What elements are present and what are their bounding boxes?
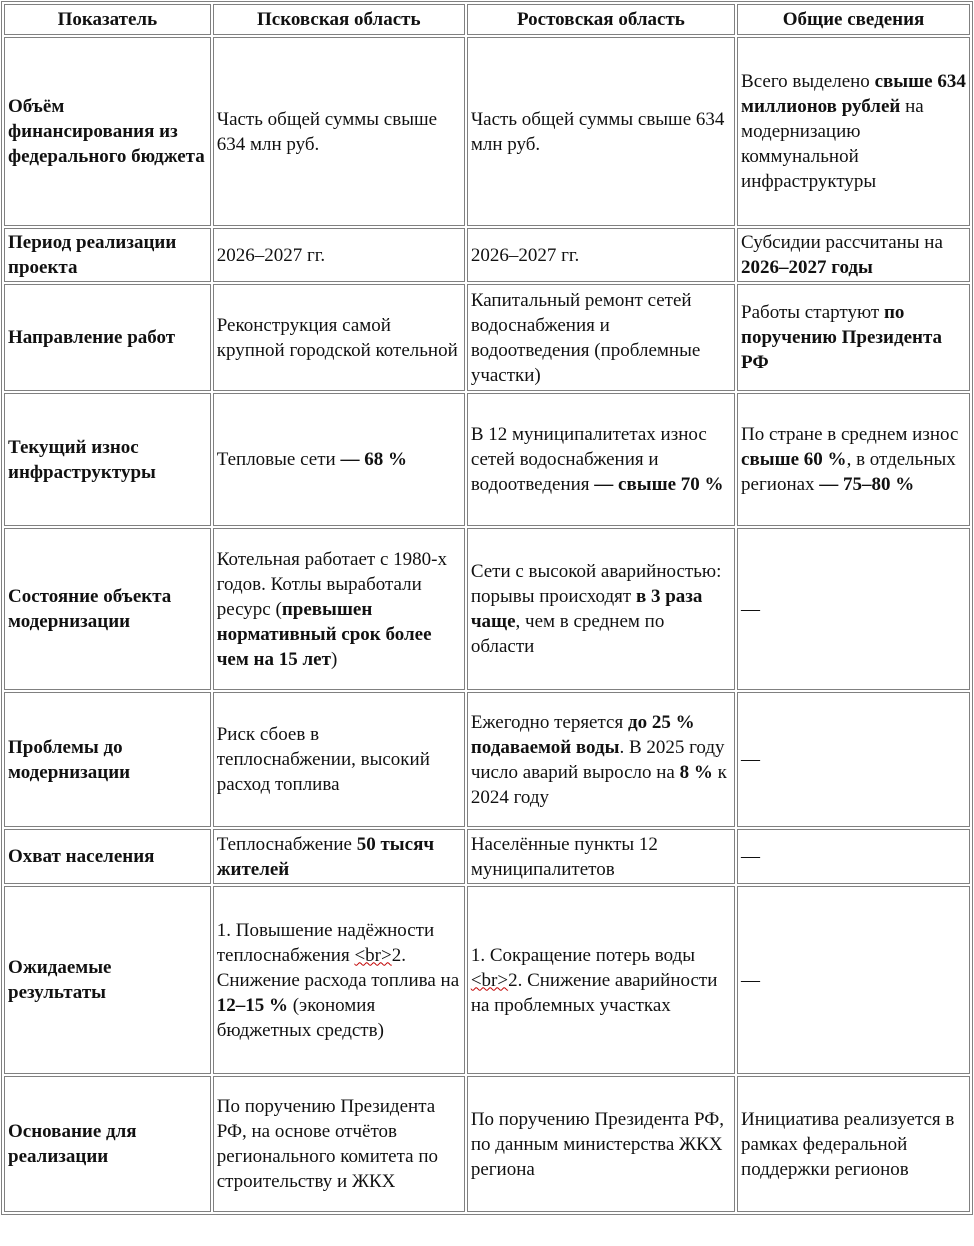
text-part: 1. Повышение надёжности теплоснабжения bbox=[216, 919, 435, 966]
text-part: Работы стартуют bbox=[741, 302, 884, 323]
bold-part: превышен нормативный срок более чем на 15 лет bbox=[216, 598, 432, 670]
bold-part: — свыше 70 % bbox=[594, 474, 724, 495]
table-row bbox=[4, 528, 970, 690]
text-part: Субсидии рассчитаны на bbox=[741, 232, 943, 253]
header-indicator: Показатель bbox=[4, 4, 211, 35]
header-rostov: Ростовская область bbox=[467, 4, 735, 35]
br-tag-text: <br> bbox=[354, 944, 392, 966]
cell-pskov bbox=[213, 829, 465, 884]
cell-rostov: 2026–2027 гг. bbox=[467, 228, 735, 282]
cell-general bbox=[737, 228, 970, 282]
cell-pskov bbox=[213, 528, 465, 690]
text-part: Тепловые сети bbox=[216, 449, 341, 470]
table-row bbox=[4, 829, 970, 884]
cell-general bbox=[737, 284, 970, 391]
text-part: Котельная работает с 1980-х годов. Котлы выработали ресурс ( bbox=[216, 548, 447, 620]
row-label: Направление работ bbox=[4, 284, 211, 391]
cell-general: — bbox=[737, 692, 970, 827]
br-tag-text: <br> bbox=[470, 969, 509, 991]
text-part: на модернизацию коммунальной инфраструктуры bbox=[741, 96, 924, 192]
bold-part: в 3 раза чаще bbox=[470, 586, 703, 632]
row-label: Период реализации проекта bbox=[4, 228, 211, 282]
text-part: Ежегодно теряется bbox=[470, 711, 628, 733]
table-row bbox=[4, 37, 970, 226]
text-part: Всего выделено bbox=[741, 71, 875, 92]
bold-part: по поручению Президента РФ bbox=[741, 302, 943, 373]
header-pskov: Псковская область bbox=[213, 4, 465, 35]
cell-general: — bbox=[737, 829, 970, 884]
cell-general bbox=[737, 393, 970, 526]
text-part: Теплоснабжение bbox=[216, 833, 357, 855]
cell-rostov bbox=[467, 393, 735, 526]
row-label: Ожидаемые результаты bbox=[4, 886, 211, 1074]
bold-part: до 25 % подаваемой воды bbox=[470, 711, 695, 758]
cell-pskov: Часть общей суммы свыше 634 млн руб. bbox=[213, 37, 465, 226]
header-row bbox=[4, 4, 970, 35]
text-part: Сети с высокой аварийностью: порывы происходят bbox=[470, 561, 722, 607]
header-general: Общие сведения bbox=[737, 4, 970, 35]
text-part: 2. Снижение расхода топлива на bbox=[216, 944, 460, 991]
cell-rostov bbox=[467, 886, 735, 1074]
row-label: Объём финансирования из федерального бюджета bbox=[4, 37, 211, 226]
row-label: Охват населения bbox=[4, 829, 211, 884]
cell-pskov bbox=[213, 393, 465, 526]
bold-part: 2026–2027 годы bbox=[741, 257, 873, 278]
comparison-table bbox=[1, 1, 973, 1215]
cell-rostov: Часть общей суммы свыше 634 млн руб. bbox=[467, 37, 735, 226]
text-part: , в отдельных регионах bbox=[741, 449, 956, 495]
row-label: Текущий износ инфраструктуры bbox=[4, 393, 211, 526]
row-label: Проблемы до модернизации bbox=[4, 692, 211, 827]
table-row bbox=[4, 1076, 970, 1212]
row-label: Состояние объекта модернизации bbox=[4, 528, 211, 690]
text-part: 1. Сокращение потерь воды bbox=[470, 944, 696, 966]
text-part: к 2024 году bbox=[470, 761, 727, 808]
cell-rostov: Населённые пункты 12 муниципалитетов bbox=[467, 829, 735, 884]
text-part: 2. Снижение аварийности на проблемных участках bbox=[470, 969, 718, 1016]
cell-general: — bbox=[737, 528, 970, 690]
table-row bbox=[4, 886, 970, 1074]
cell-rostov: Капитальный ремонт сетей водоснабжения и водоотведения (проблемные участки) bbox=[467, 284, 735, 391]
text-part: ) bbox=[330, 648, 338, 670]
bold-part: свыше 634 миллионов рублей bbox=[741, 71, 966, 117]
text-part: (экономия бюджетных средств) bbox=[216, 994, 384, 1041]
bold-part: свыше 60 % bbox=[741, 449, 847, 470]
cell-pskov: Реконструкция самой крупной городской котельной bbox=[213, 284, 465, 391]
cell-general bbox=[737, 37, 970, 226]
cell-rostov bbox=[467, 692, 735, 827]
table-row bbox=[4, 692, 970, 827]
text-part: , чем в среднем по области bbox=[470, 611, 665, 657]
cell-pskov: Риск сбоев в теплоснабжении, высокий расход топлива bbox=[213, 692, 465, 827]
cell-rostov bbox=[467, 528, 735, 690]
cell-pskov: По поручению Президента РФ, на основе отчётов регионального комитета по строительству и ЖКХ bbox=[213, 1076, 465, 1212]
cell-pskov bbox=[213, 886, 465, 1074]
cell-pskov: 2026–2027 гг. bbox=[213, 228, 465, 282]
table-row bbox=[4, 284, 970, 391]
bold-part: 8 % bbox=[679, 761, 713, 783]
cell-rostov: По поручению Президента РФ, по данным министерства ЖКХ региона bbox=[467, 1076, 735, 1212]
bold-part: — 75–80 % bbox=[819, 474, 915, 495]
bold-part: — 68 % bbox=[340, 449, 407, 470]
table-row bbox=[4, 393, 970, 526]
text-part: По стране в среднем износ bbox=[741, 424, 959, 445]
bold-part: 12–15 % bbox=[216, 994, 288, 1016]
cell-general: Инициатива реализуется в рамках федеральной поддержки регионов bbox=[737, 1076, 970, 1212]
cell-general: — bbox=[737, 886, 970, 1074]
row-label: Основание для реализации bbox=[4, 1076, 211, 1212]
bold-part: 50 тысяч жителей bbox=[216, 833, 435, 880]
table-row bbox=[4, 228, 970, 282]
text-part: . В 2025 году число аварий выросло на bbox=[470, 736, 725, 783]
text-part: В 12 муниципалитетах износ сетей водоснабжения и водоотведения bbox=[470, 424, 707, 495]
